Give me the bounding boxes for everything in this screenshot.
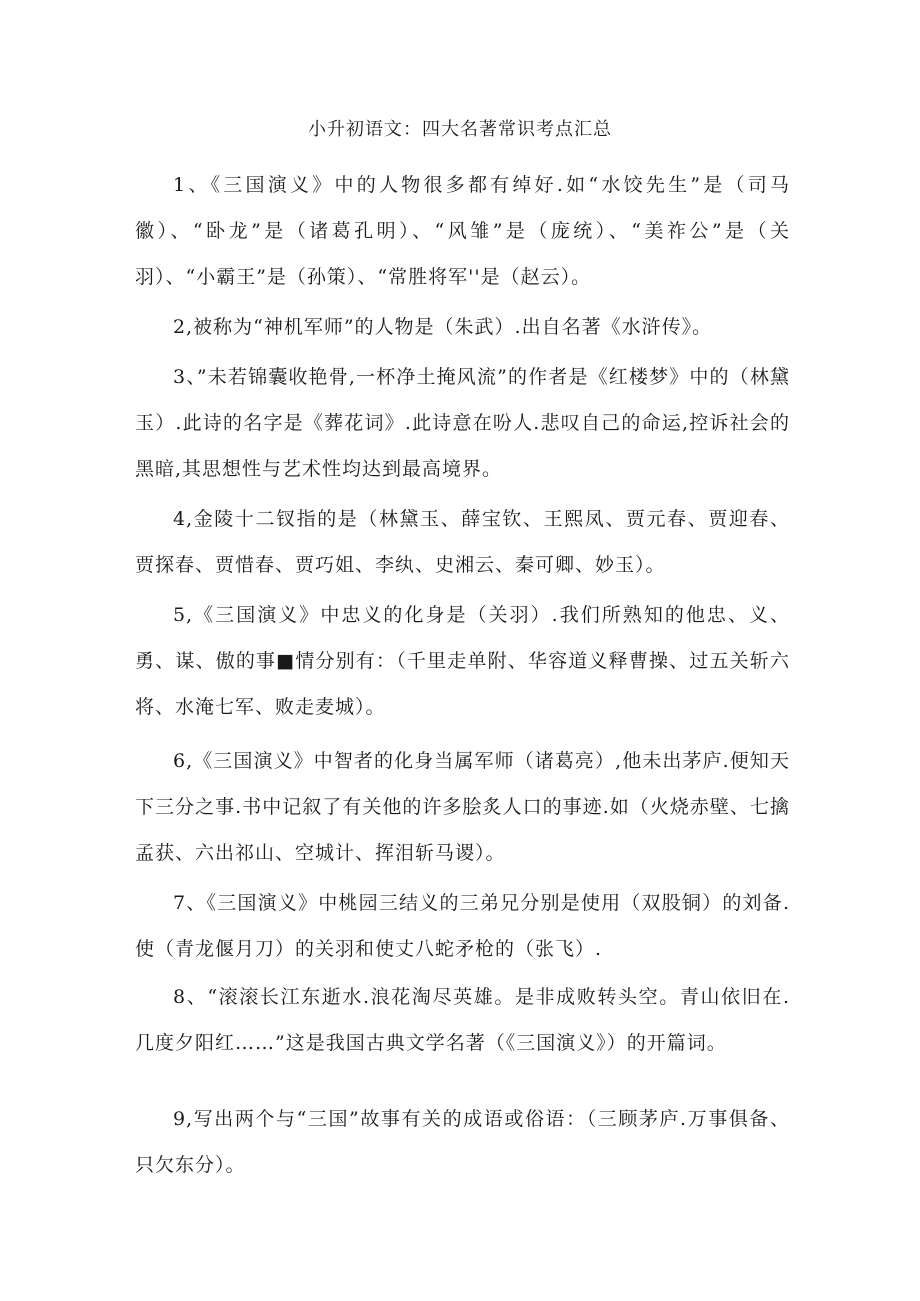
paragraph-8: 8、“滚滚长江东逝水.浪花淘尽英雄。是非成败转头空。青山依旧在.几度夕阳红……”这是我国古典文学名著（《三国演义》）的开篇词。 [135, 986, 790, 1054]
paragraph-6: 6,《三国演义》中智者的化身当属军师（诸葛亮）,他未出茅庐.便知天下三分之事.书中记叙了有关他的许多脍炙人口的事迹.如（火烧赤壁、七擒孟获、六出祁山、空城计、挥泪斩马谡）。 [135, 750, 790, 864]
paragraph-3: 3、”未若锦囊收艳骨,一杯净土掩风流”的作者是《红楼梦》中的（林黛玉）.此诗的名字是《葬花词》.此诗意在吩人.悲叹自己的命运,控诉社会的黑暗,其思想性与艺术性均达到最高境界。 [135, 366, 790, 480]
paragraph-7: 7、《三国演义》中桃园三结义的三弟兄分别是使用（双股铜）的刘备.使（青龙偃月刀）的关羽和使丈八蛇矛枪的（张飞）. [135, 892, 790, 960]
paragraph-4: 4,金陵十二钗指的是（林黛玉、薛宝钦、王熙凤、贾元春、贾迎春、贾探春、贾惜春、贾巧姐、李纨、史湘云、秦可卿、妙玉）。 [135, 508, 790, 576]
paragraph-1: 1、《三国演义》中的人物很多都有绰好.如“水饺先生”是（司马徽）、“卧龙”是（诸葛孔明）、“风雏”是（庞统）、“美祚公”是（关羽）、“小霸王”是（孙策）、“常胜将军''是（赵云）。 [135, 174, 790, 288]
paragraph-9: 9,写出两个与“三国”故事有关的成语或俗语：（三顾茅庐.万事俱备、只欠东分）。 [135, 1108, 790, 1176]
paragraph-2: 2,被称为“神机军师”的人物是（朱武）.出自名著《水浒传》。 [173, 316, 713, 338]
document-title: 小升初语文：四大名著常识考点汇总 [308, 119, 612, 140]
paragraph-5: 5,《三国演义》中忠义的化身是（关羽）.我们所熟知的他忠、义、勇、谋、傲的事■情分别有：（千里走单附、华容道义释曹操、过五关斩六将、水淹七军、败走麦城）。 [135, 604, 790, 718]
